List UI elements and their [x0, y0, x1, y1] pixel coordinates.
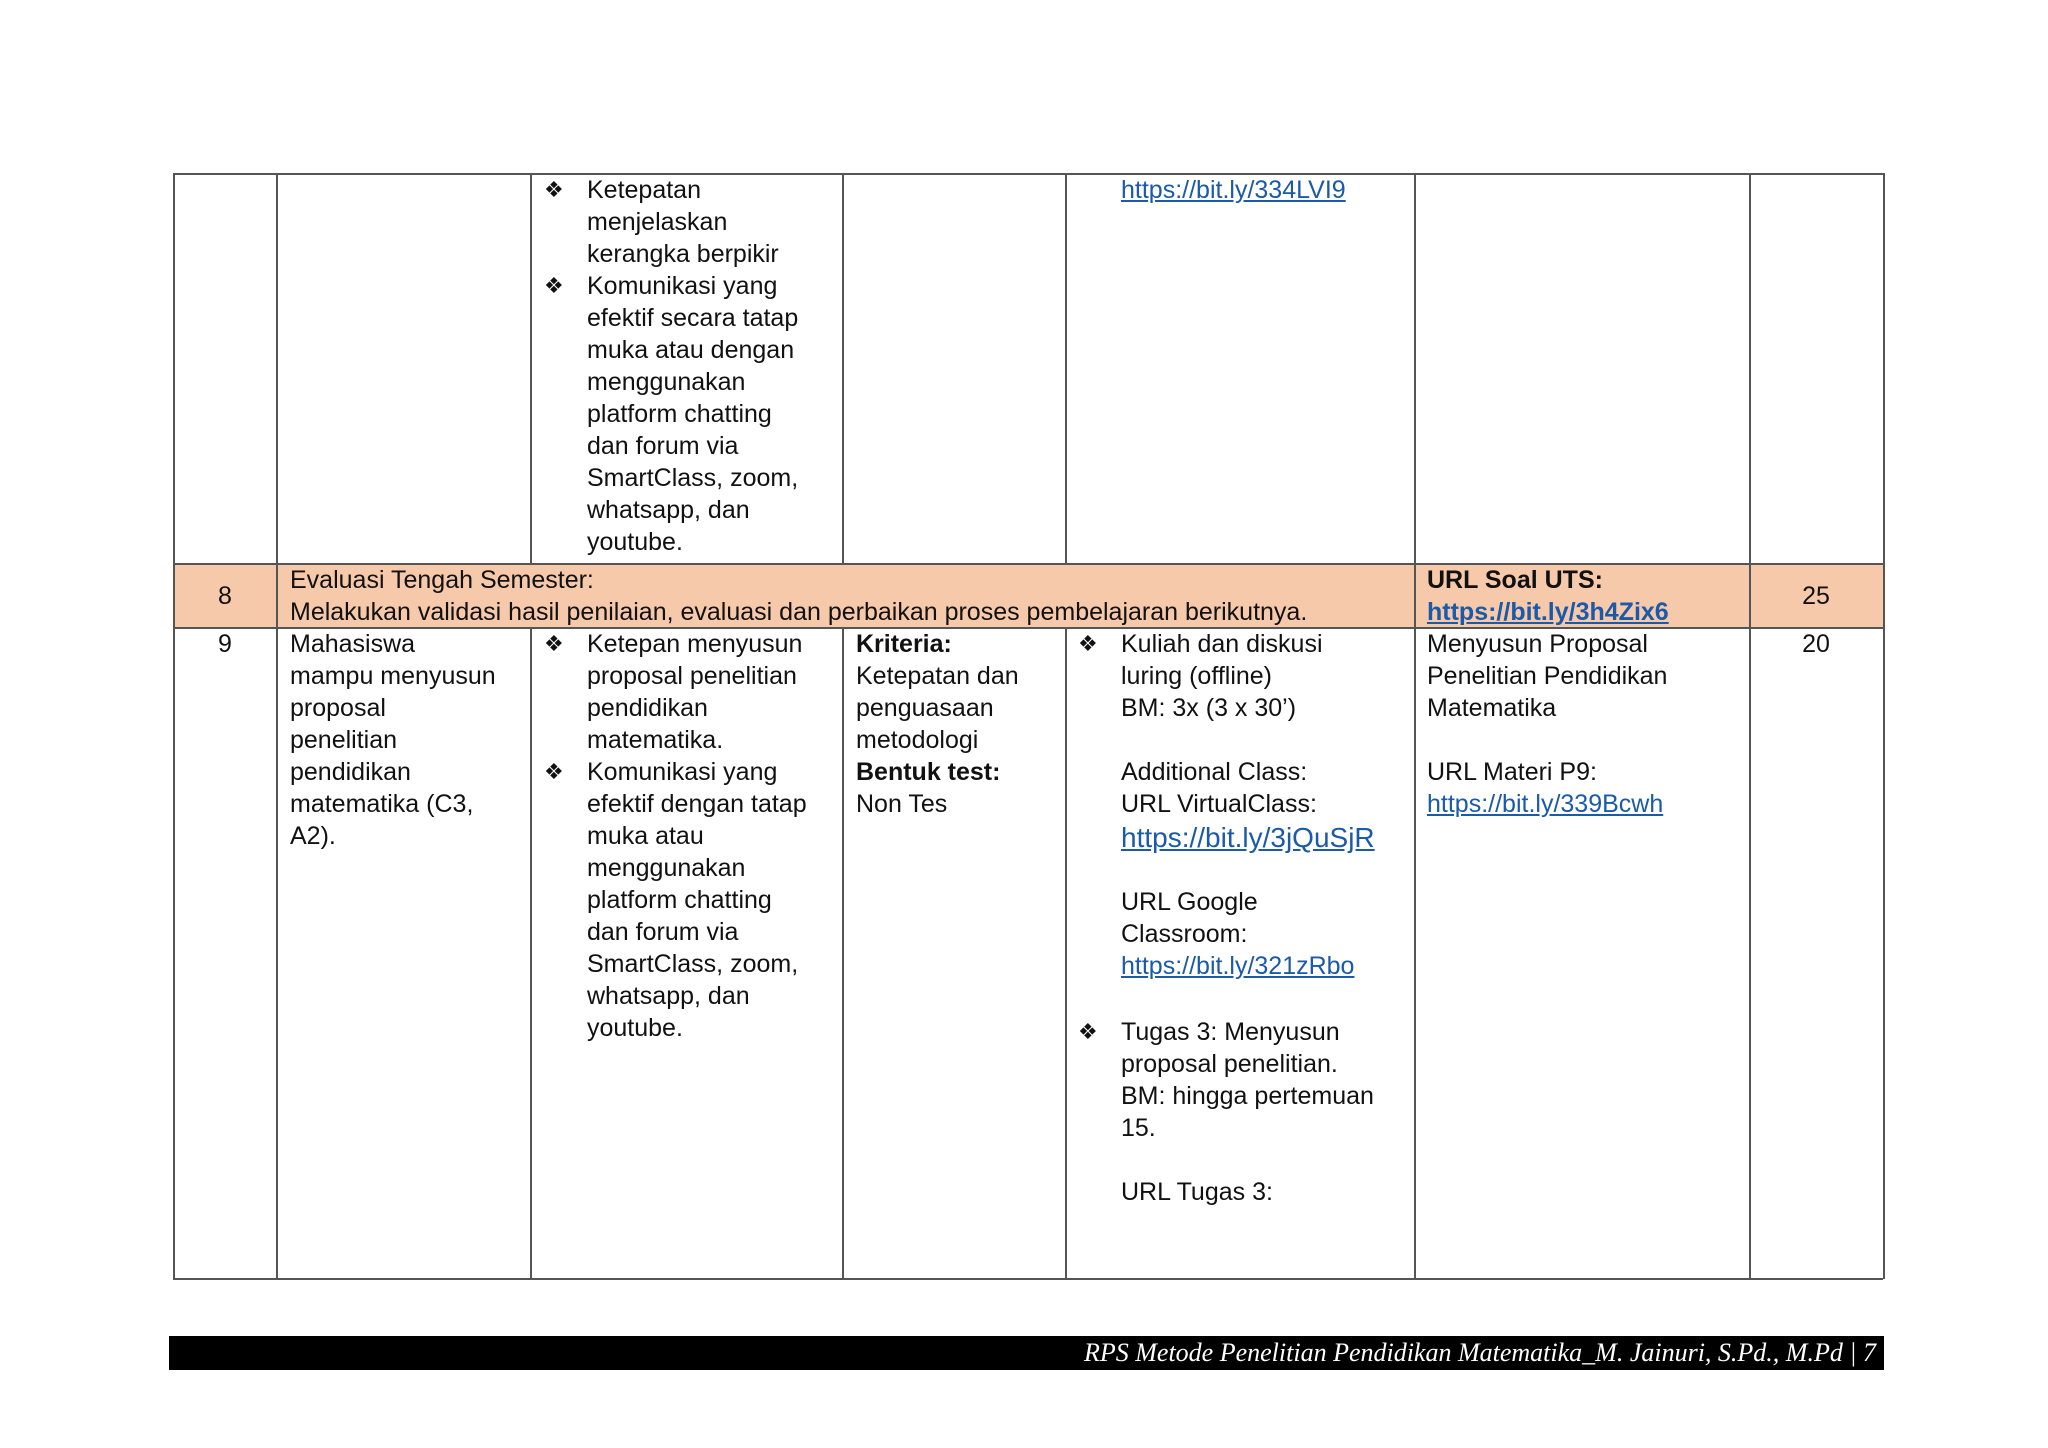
kriteria-line: penguasaan	[856, 694, 994, 722]
bullet-icon: ❖	[1078, 631, 1098, 656]
method-line: URL Tugas 3:	[1121, 1178, 1273, 1206]
row9-indicator-line: youtube.	[587, 1014, 683, 1042]
row7-indicator-line: muka atau dengan	[587, 336, 795, 364]
method-line: BM: hingga pertemuan	[1121, 1082, 1374, 1110]
row9-weight: 20	[1802, 630, 1830, 658]
row7-indicator-line: whatsapp, dan	[587, 496, 750, 524]
col-divider-4-lower	[1065, 627, 1067, 1279]
method-line: proposal penelitian.	[1121, 1050, 1338, 1078]
row9-indicator-line: Ketepan menyusun	[587, 630, 803, 658]
col-divider-1	[276, 173, 278, 1279]
method-line: 15.	[1121, 1114, 1156, 1142]
row9-cpmk-line: penelitian	[290, 726, 398, 754]
materi-line: Matematika	[1427, 694, 1557, 722]
row7-indicator-line: youtube.	[587, 528, 683, 556]
bullet-icon: ❖	[1078, 1019, 1098, 1044]
materi-line: Penelitian Pendidikan	[1427, 662, 1668, 690]
bentuk-test-label: Bentuk test:	[856, 758, 1001, 786]
row7-indicator-line: dan forum via	[587, 432, 739, 460]
row9-number: 9	[218, 630, 232, 658]
row9-indicator-line: platform chatting	[587, 886, 772, 914]
uts-description: Melakukan validasi hasil penilaian, evaluasi dan perbaikan proses pembelajaran berikutnya.	[290, 598, 1308, 626]
row7-link[interactable]: https://bit.ly/334LVI9	[1121, 176, 1346, 204]
kriteria-line: Ketepatan dan	[856, 662, 1019, 690]
row9-indicator-line: whatsapp, dan	[587, 982, 750, 1010]
bullet-icon: ❖	[544, 273, 564, 298]
row8-weight: 25	[1802, 582, 1830, 610]
uts-title: Evaluasi Tengah Semester:	[290, 566, 594, 594]
method-line: Kuliah dan diskusi	[1121, 630, 1323, 658]
col-divider-4-upper	[1065, 173, 1067, 563]
row9-cpmk-line: mampu menyusun	[290, 662, 496, 690]
col-divider-3-upper	[842, 173, 844, 563]
bullet-icon: ❖	[544, 177, 564, 202]
row9-indicator-line: matematika.	[587, 726, 724, 754]
virtualclass-link[interactable]: https://bit.ly/3jQuSjR	[1121, 822, 1375, 853]
row9-indicator-line: dan forum via	[587, 918, 739, 946]
google-classroom-link[interactable]: https://bit.ly/321zRbo	[1121, 952, 1355, 980]
row9-indicator-line: efektif dengan tatap	[587, 790, 807, 818]
col-divider-2-upper	[530, 173, 532, 563]
row7-indicator-line: menjelaskan	[587, 208, 728, 236]
col-divider-3-lower	[842, 627, 844, 1279]
row7-indicator-line: kerangka berpikir	[587, 240, 779, 268]
uts-url-link[interactable]: https://bit.ly/3h4Zix6	[1427, 598, 1669, 626]
col-divider-6	[1749, 173, 1751, 1279]
row9-cpmk-line: A2).	[290, 822, 336, 850]
footer-bar	[169, 1336, 1884, 1370]
row9-indicator-line: Komunikasi yang	[587, 758, 778, 786]
table-border-top	[173, 173, 1883, 175]
table-border-left	[173, 173, 175, 1279]
table-border-bottom	[173, 1278, 1883, 1280]
materi-url-link[interactable]: https://bit.ly/339Bcwh	[1427, 790, 1664, 818]
row9-indicator-line: pendidikan	[587, 694, 708, 722]
row9-cpmk-line: proposal	[290, 694, 386, 722]
method-line: luring (offline)	[1121, 662, 1273, 690]
row9-cpmk-line: pendidikan	[290, 758, 411, 786]
uts-url-label: URL Soal UTS:	[1427, 566, 1603, 594]
method-line: URL Google	[1121, 888, 1258, 916]
materi-url-label: URL Materi P9:	[1427, 758, 1597, 786]
row7-indicator-line: platform chatting	[587, 400, 772, 428]
row7-indicator-line: menggunakan	[587, 368, 746, 396]
row9-cpmk-line: Mahasiswa	[290, 630, 416, 658]
row7-indicator-line: SmartClass, zoom,	[587, 464, 799, 492]
row7-indicator-line: efektif secara tatap	[587, 304, 799, 332]
col-divider-2-lower	[530, 627, 532, 1279]
method-line: Additional Class:	[1121, 758, 1308, 786]
kriteria-line: metodologi	[856, 726, 979, 754]
row9-cpmk-line: matematika (C3,	[290, 790, 474, 818]
materi-line: Menyusun Proposal	[1427, 630, 1648, 658]
row9-indicator-line: proposal penelitian	[587, 662, 797, 690]
method-line: BM: 3x (3 x 30’)	[1121, 694, 1297, 722]
table-border-right	[1883, 173, 1885, 1279]
row7-indicator-line: Komunikasi yang	[587, 272, 778, 300]
bentuk-test-value: Non Tes	[856, 790, 948, 818]
kriteria-label: Kriteria:	[856, 630, 952, 658]
col-divider-5	[1414, 173, 1416, 1279]
method-line: URL VirtualClass:	[1121, 790, 1317, 818]
bullet-icon: ❖	[544, 631, 564, 656]
method-line: Tugas 3: Menyusun	[1121, 1018, 1340, 1046]
row9-indicator-line: menggunakan	[587, 854, 746, 882]
row8-number: 8	[218, 582, 232, 610]
row7-indicator-line: Ketepatan	[587, 176, 701, 204]
footer-text: RPS Metode Penelitian Pendidikan Matematika_M. Jainuri, S.Pd., M.Pd | 7	[1083, 1338, 1876, 1367]
method-line: Classroom:	[1121, 920, 1248, 948]
bullet-icon: ❖	[544, 759, 564, 784]
row9-indicator-line: muka atau	[587, 822, 704, 850]
row9-indicator-line: SmartClass, zoom,	[587, 950, 799, 978]
